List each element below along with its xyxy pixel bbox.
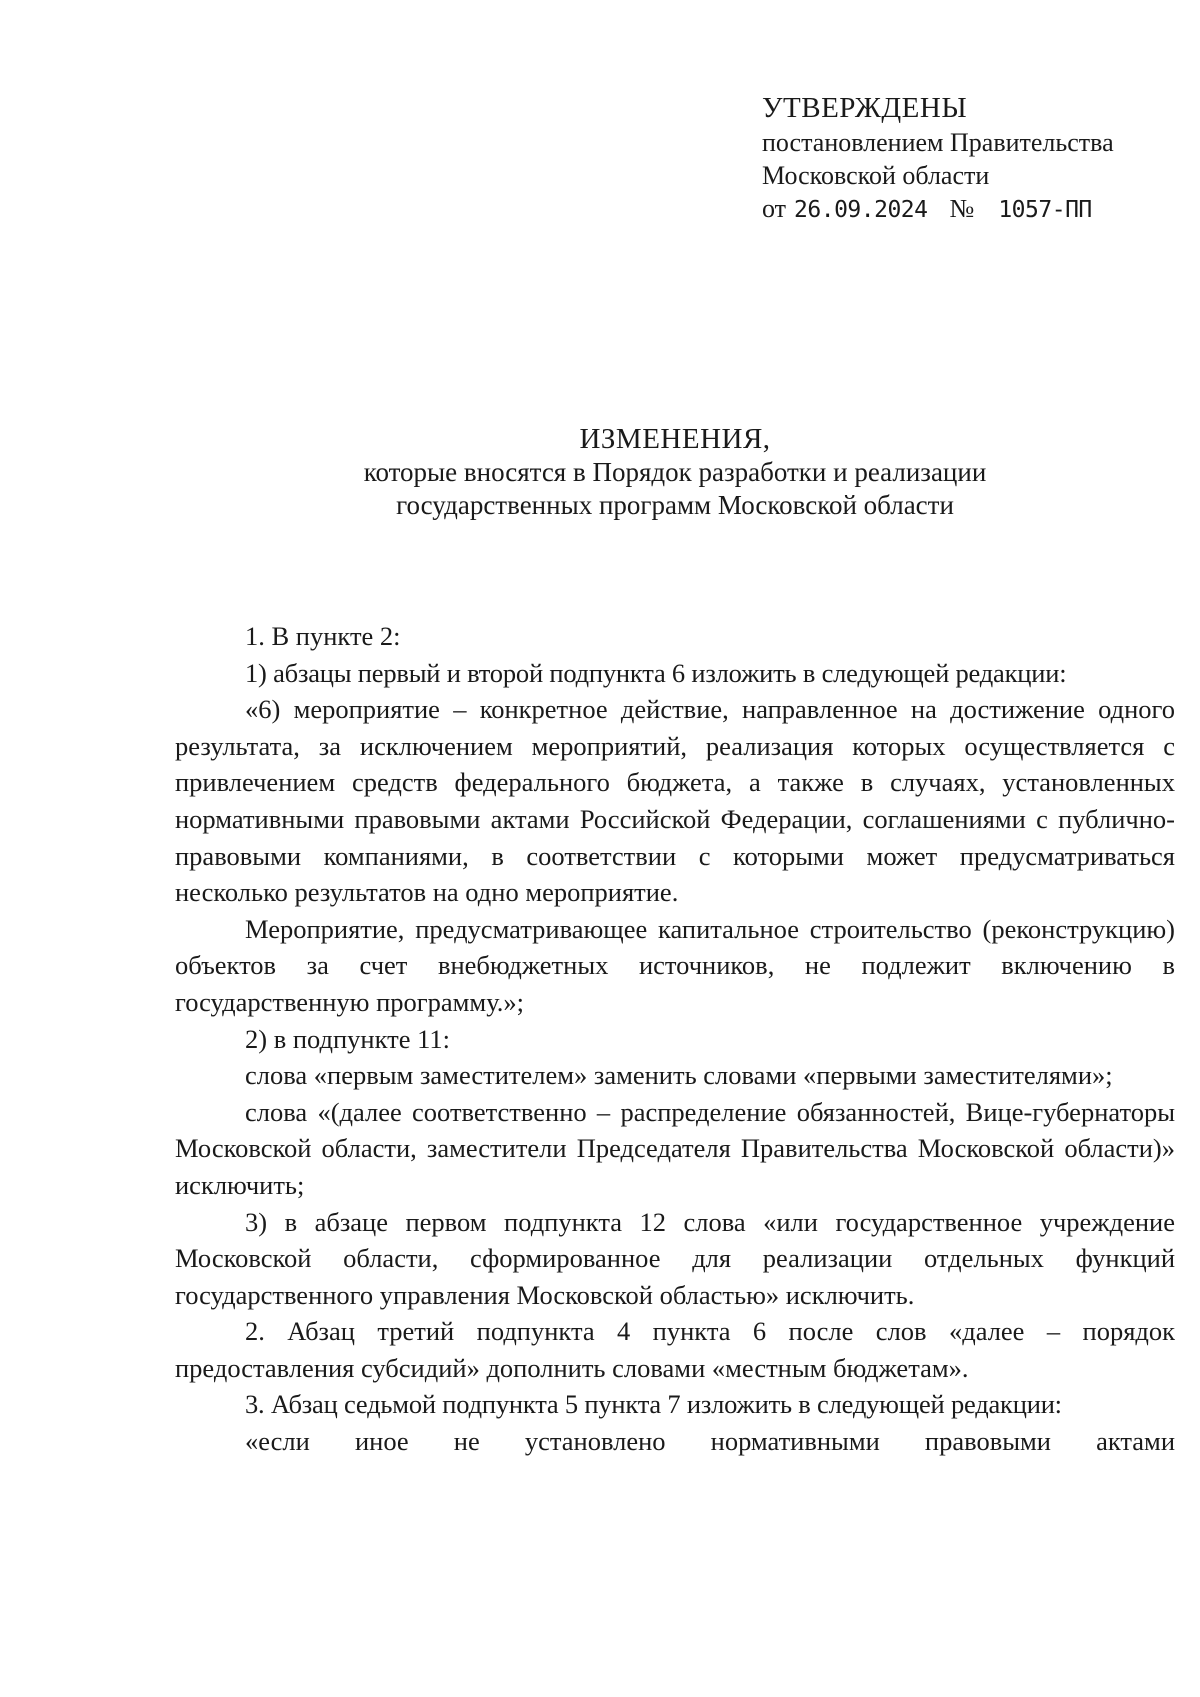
number-sign: №	[949, 194, 975, 223]
paragraph: 1) абзацы первый и второй подпункта 6 изложить в следующей редакции:	[245, 657, 1067, 688]
paragraph: «6) мероприятие – конкретное действие, направленное на достижение одного результата, за исключением мероприятий, реализация которых осуществляется с привлечением средств федерального бюджета, а также в случаях, установленных нормативными правовыми актами Российской Федерации, соглашениями с публично-правовыми компаниями, в соответствии с которыми может предусматриваться несколько результатов на одно мероприятие.	[175, 694, 1175, 908]
paragraph: 2) в подпункте 11:	[245, 1023, 450, 1054]
heading-line-2: государственных программ Московской области	[396, 490, 954, 520]
paragraph: Мероприятие, предусматривающее капитальное строительство (реконструкцию) объектов за счет внебюджетных источников, не подлежит включению в государственную программу.»;	[175, 913, 1175, 1017]
paragraph: 2. Абзац третий подпункта 4 пункта 6 после слов «далее – порядок предоставления субсидий» дополнить словами «местным бюджетам».	[175, 1316, 1175, 1383]
document-heading	[170, 423, 1180, 522]
paragraph: 1. В пункте 2:	[245, 621, 401, 651]
document-body	[175, 618, 1175, 1460]
heading-title: ИЗМЕНЕНИЯ,	[579, 423, 771, 455]
paragraph: слова «первым заместителем» заменить словами «первыми заместителями»;	[245, 1060, 1113, 1091]
approval-number: 1057-ПП	[998, 197, 1092, 223]
paragraph: «если иное не установлено нормативными правовыми актами	[245, 1426, 1175, 1457]
approval-line-1: постановлением Правительства	[762, 128, 1114, 157]
approval-date: 26.09.2024	[794, 197, 928, 223]
date-label: от	[762, 194, 787, 223]
heading-line-1: которые вносятся в Порядок разработки и реализации	[363, 457, 987, 487]
paragraph: 3) в абзаце первом подпункта 12 слова «или государственное учреждение Московской области, сформированное для реализации отдельных функций государственного управления Московской областью» исключить.	[175, 1206, 1175, 1310]
approval-date-line	[762, 192, 1182, 227]
approval-line-2: Московской области	[762, 161, 990, 190]
paragraph: 3. Абзац седьмой подпункта 5 пункта 7 изложить в следующей редакции:	[245, 1389, 1062, 1420]
approval-stamp	[762, 92, 1182, 227]
approval-title: УТВЕРЖДЕНЫ	[762, 92, 968, 124]
paragraph: слова «(далее соответственно – распределение обязанностей, Вице-губернаторы Московской области, заместители Председателя Правительства Московской области)» исключить;	[175, 1096, 1175, 1200]
